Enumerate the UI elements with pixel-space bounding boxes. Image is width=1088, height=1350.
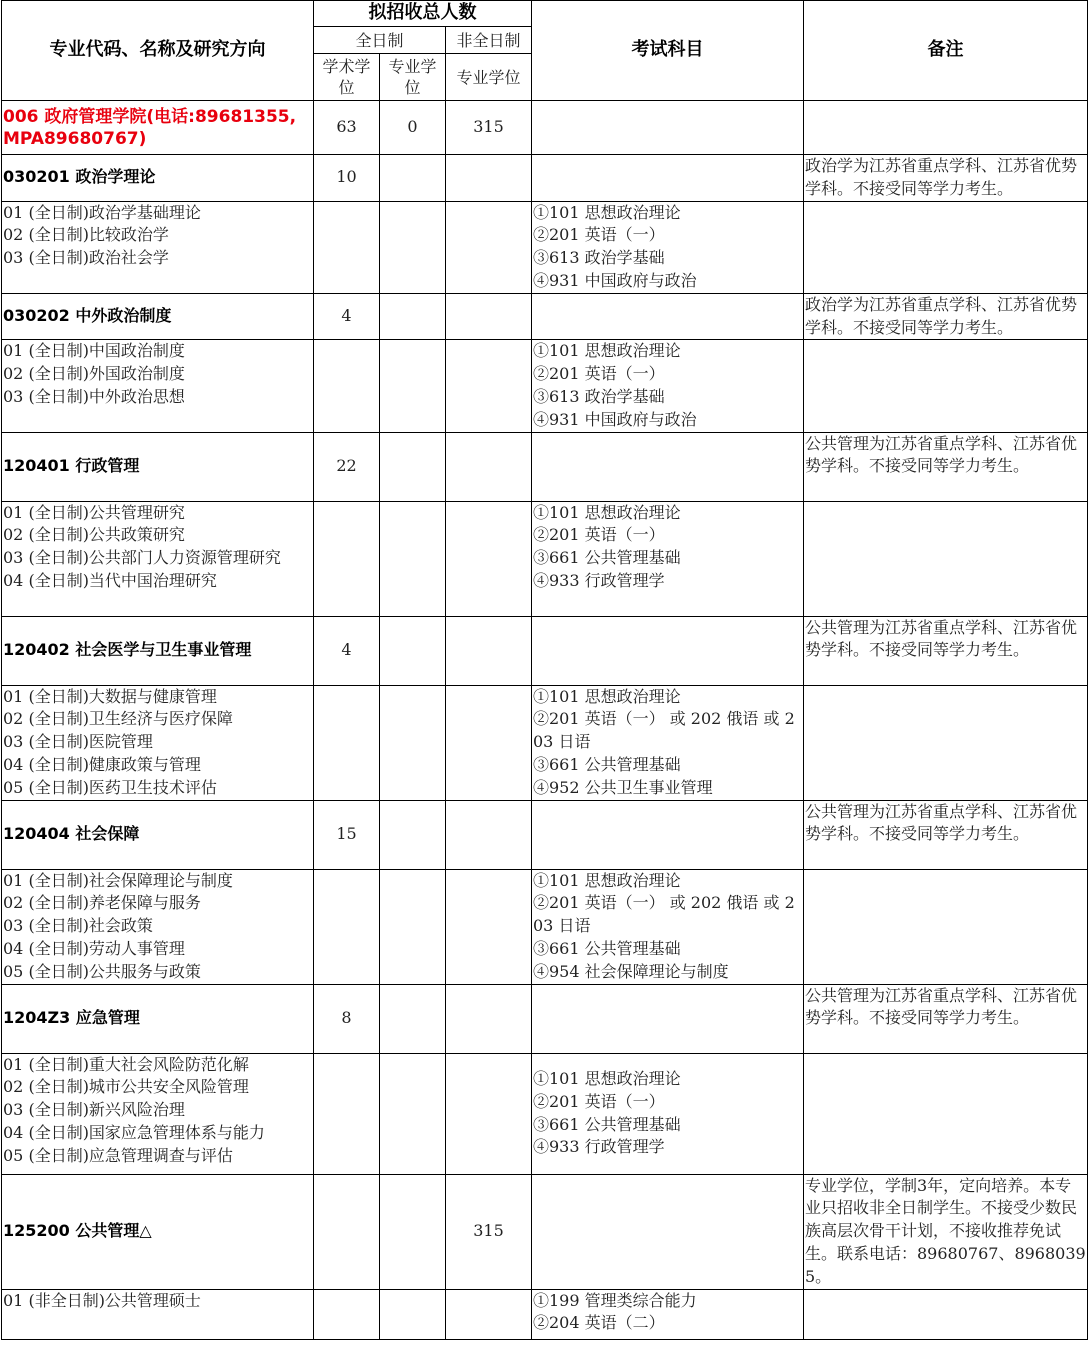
direction-item: 02 (全日制)公共政策研究 bbox=[3, 525, 185, 545]
major-note: 公共管理为江苏省重点学科、江苏省优势学科。不接受同等学力考生。 bbox=[804, 432, 1088, 501]
direction-item: 04 (全日制)当代中国治理研究 bbox=[3, 570, 217, 590]
exam-item: ①101 思想政治理论 bbox=[533, 502, 681, 522]
directions-cell bbox=[2, 501, 314, 616]
directions-note bbox=[804, 685, 1088, 800]
exams-cell bbox=[532, 869, 804, 984]
major-row bbox=[2, 1174, 1088, 1289]
directions-row bbox=[2, 501, 1088, 616]
header-parttime: 非全日制 bbox=[446, 27, 532, 54]
major-academic bbox=[314, 1174, 380, 1289]
direction-item: 03 (全日制)政治社会学 bbox=[3, 248, 169, 268]
major-academic: 4 bbox=[314, 616, 380, 685]
major-professional bbox=[380, 432, 446, 501]
major-name: 120401 行政管理 bbox=[2, 432, 314, 501]
header-academic: 学术学位 bbox=[314, 54, 380, 101]
direction-item: 02 (全日制)外国政治制度 bbox=[3, 364, 185, 384]
header-major: 专业代码、名称及研究方向 bbox=[2, 1, 314, 101]
direction-item: 04 (全日制)国家应急管理体系与能力 bbox=[3, 1122, 265, 1142]
exam-item: ③613 政治学基础 bbox=[533, 248, 665, 268]
directions-academic bbox=[314, 869, 380, 984]
direction-item: 01 (全日制)大数据与健康管理 bbox=[3, 686, 217, 706]
direction-item: 01 (非全日制)公共管理硕士 bbox=[3, 1290, 201, 1310]
major-parttime bbox=[446, 984, 532, 1053]
direction-item: 05 (全日制)公共服务与政策 bbox=[3, 961, 201, 981]
major-exam-cell bbox=[532, 616, 804, 685]
directions-row bbox=[2, 1053, 1088, 1174]
direction-item: 05 (全日制)应急管理调查与评估 bbox=[3, 1145, 233, 1165]
exam-item: ②201 英语（一） 或 202 俄语 或 203 日语 bbox=[533, 893, 795, 936]
directions-row bbox=[2, 201, 1088, 293]
directions-note bbox=[804, 1289, 1088, 1339]
exam-item: ①101 思想政治理论 bbox=[533, 1068, 681, 1088]
major-note: 政治学为江苏省重点学科、江苏省优势学科。不接受同等学力考生。 bbox=[804, 155, 1088, 202]
directions-professional bbox=[380, 340, 446, 432]
exam-item: ③613 政治学基础 bbox=[533, 386, 665, 406]
directions-academic bbox=[314, 340, 380, 432]
header-professional-pt: 专业学位 bbox=[446, 54, 532, 101]
direction-item: 03 (全日制)医院管理 bbox=[3, 732, 153, 752]
major-exam-cell bbox=[532, 1174, 804, 1289]
header-total: 拟招收总人数 bbox=[314, 1, 532, 27]
direction-item: 02 (全日制)卫生经济与医疗保障 bbox=[3, 709, 233, 729]
direction-item: 04 (全日制)健康政策与管理 bbox=[3, 754, 201, 774]
major-note: 专业学位，学制3年，定向培养。本专业只招收非全日制学生。不接受少数民族高层次骨干计划，不接收推荐免试生。联系电话：89680767、89680395。 bbox=[804, 1174, 1088, 1289]
major-row bbox=[2, 984, 1088, 1053]
major-parttime: 315 bbox=[446, 1174, 532, 1289]
directions-note bbox=[804, 1053, 1088, 1174]
exam-item: ②204 英语（二） bbox=[533, 1313, 665, 1333]
department-parttime: 315 bbox=[446, 101, 532, 155]
exam-item: ③661 公共管理基础 bbox=[533, 548, 681, 568]
exam-item: ①101 思想政治理论 bbox=[533, 341, 681, 361]
directions-cell bbox=[2, 869, 314, 984]
direction-item: 01 (全日制)政治学基础理论 bbox=[3, 202, 201, 222]
major-row bbox=[2, 432, 1088, 501]
exam-item: ③661 公共管理基础 bbox=[533, 754, 681, 774]
exam-item: ②201 英语（一） bbox=[533, 525, 665, 545]
major-academic: 4 bbox=[314, 293, 380, 340]
direction-item: 03 (全日制)公共部门人力资源管理研究 bbox=[3, 548, 281, 568]
directions-academic bbox=[314, 1053, 380, 1174]
directions-professional bbox=[380, 201, 446, 293]
direction-item: 01 (全日制)公共管理研究 bbox=[3, 502, 185, 522]
directions-academic bbox=[314, 201, 380, 293]
major-name: 1204Z3 应急管理 bbox=[2, 984, 314, 1053]
enrollment-table bbox=[1, 0, 1088, 1340]
header-exam: 考试科目 bbox=[532, 1, 804, 101]
directions-note bbox=[804, 869, 1088, 984]
major-professional bbox=[380, 293, 446, 340]
directions-parttime bbox=[446, 685, 532, 800]
directions-note bbox=[804, 201, 1088, 293]
directions-row bbox=[2, 1289, 1088, 1339]
exam-item: ④952 公共卫生事业管理 bbox=[533, 777, 713, 797]
directions-cell bbox=[2, 201, 314, 293]
major-name: 120402 社会医学与卫生事业管理 bbox=[2, 616, 314, 685]
major-professional bbox=[380, 984, 446, 1053]
directions-professional bbox=[380, 1053, 446, 1174]
department-row bbox=[2, 101, 1088, 155]
directions-cell bbox=[2, 1053, 314, 1174]
direction-item: 03 (全日制)新兴风险治理 bbox=[3, 1100, 185, 1120]
exam-item: ④954 社会保障理论与制度 bbox=[533, 961, 729, 981]
department-note-cell bbox=[804, 101, 1088, 155]
major-note: 政治学为江苏省重点学科、江苏省优势学科。不接受同等学力考生。 bbox=[804, 293, 1088, 340]
major-note: 公共管理为江苏省重点学科、江苏省优势学科。不接受同等学力考生。 bbox=[804, 800, 1088, 869]
header-fulltime: 全日制 bbox=[314, 27, 446, 54]
major-professional bbox=[380, 800, 446, 869]
exam-item: ④931 中国政府与政治 bbox=[533, 270, 697, 290]
exam-item: ④933 行政管理学 bbox=[533, 1137, 665, 1157]
major-row bbox=[2, 800, 1088, 869]
major-note: 公共管理为江苏省重点学科、江苏省优势学科。不接受同等学力考生。 bbox=[804, 616, 1088, 685]
directions-professional bbox=[380, 1289, 446, 1339]
major-name: 120404 社会保障 bbox=[2, 800, 314, 869]
header-note: 备注 bbox=[804, 1, 1088, 101]
major-parttime bbox=[446, 432, 532, 501]
exam-item: ③661 公共管理基础 bbox=[533, 1114, 681, 1134]
exam-item: ②201 英语（一） bbox=[533, 364, 665, 384]
major-parttime bbox=[446, 616, 532, 685]
direction-item: 02 (全日制)城市公共安全风险管理 bbox=[3, 1077, 249, 1097]
directions-cell bbox=[2, 1289, 314, 1339]
major-note: 公共管理为江苏省重点学科、江苏省优势学科。不接受同等学力考生。 bbox=[804, 984, 1088, 1053]
direction-item: 05 (全日制)医药卫生技术评估 bbox=[3, 777, 217, 797]
directions-parttime bbox=[446, 201, 532, 293]
major-exam-cell bbox=[532, 984, 804, 1053]
directions-note bbox=[804, 501, 1088, 616]
major-exam-cell bbox=[532, 800, 804, 869]
major-academic: 8 bbox=[314, 984, 380, 1053]
directions-academic bbox=[314, 501, 380, 616]
directions-parttime bbox=[446, 1289, 532, 1339]
directions-note bbox=[804, 340, 1088, 432]
department-academic: 63 bbox=[314, 101, 380, 155]
major-name: 125200 公共管理△ bbox=[2, 1174, 314, 1289]
directions-row bbox=[2, 340, 1088, 432]
department-exam-cell bbox=[532, 101, 804, 155]
exam-item: ①101 思想政治理论 bbox=[533, 686, 681, 706]
exam-item: ②201 英语（一） bbox=[533, 1091, 665, 1111]
exam-item: ①101 思想政治理论 bbox=[533, 870, 681, 890]
major-academic: 22 bbox=[314, 432, 380, 501]
direction-item: 01 (全日制)重大社会风险防范化解 bbox=[3, 1054, 249, 1074]
directions-parttime bbox=[446, 1053, 532, 1174]
major-academic: 10 bbox=[314, 155, 380, 202]
exam-item: ①101 思想政治理论 bbox=[533, 202, 681, 222]
exams-cell bbox=[532, 340, 804, 432]
major-exam-cell bbox=[532, 155, 804, 202]
directions-row bbox=[2, 685, 1088, 800]
major-academic: 15 bbox=[314, 800, 380, 869]
exams-cell bbox=[532, 685, 804, 800]
direction-item: 04 (全日制)劳动人事管理 bbox=[3, 938, 185, 958]
directions-parttime bbox=[446, 340, 532, 432]
directions-professional bbox=[380, 685, 446, 800]
major-name: 030202 中外政治制度 bbox=[2, 293, 314, 340]
major-professional bbox=[380, 155, 446, 202]
exam-item: ②201 英语（一） bbox=[533, 225, 665, 245]
direction-item: 01 (全日制)社会保障理论与制度 bbox=[3, 870, 233, 890]
direction-item: 02 (全日制)比较政治学 bbox=[3, 225, 169, 245]
major-row bbox=[2, 616, 1088, 685]
exam-item: ②201 英语（一） 或 202 俄语 或 203 日语 bbox=[533, 709, 795, 752]
exams-cell bbox=[532, 1053, 804, 1174]
exam-item: ④931 中国政府与政治 bbox=[533, 409, 697, 429]
directions-academic bbox=[314, 1289, 380, 1339]
direction-item: 02 (全日制)养老保障与服务 bbox=[3, 893, 201, 913]
exams-cell bbox=[532, 201, 804, 293]
directions-professional bbox=[380, 869, 446, 984]
directions-row bbox=[2, 869, 1088, 984]
exam-item: ①199 管理类综合能力 bbox=[533, 1290, 697, 1310]
major-row bbox=[2, 155, 1088, 202]
exams-cell bbox=[532, 1289, 804, 1339]
major-parttime bbox=[446, 293, 532, 340]
directions-cell bbox=[2, 685, 314, 800]
major-exam-cell bbox=[532, 432, 804, 501]
direction-item: 01 (全日制)中国政治制度 bbox=[3, 341, 185, 361]
exams-cell bbox=[532, 501, 804, 616]
directions-cell bbox=[2, 340, 314, 432]
directions-professional bbox=[380, 501, 446, 616]
direction-item: 03 (全日制)社会政策 bbox=[3, 916, 153, 936]
exam-item: ③661 公共管理基础 bbox=[533, 938, 681, 958]
directions-parttime bbox=[446, 869, 532, 984]
header-professional-ft: 专业学位 bbox=[380, 54, 446, 101]
major-exam-cell bbox=[532, 293, 804, 340]
directions-parttime bbox=[446, 501, 532, 616]
major-parttime bbox=[446, 155, 532, 202]
department-name: 006 政府管理学院(电话:89681355,MPA89680767) bbox=[2, 101, 314, 155]
direction-item: 03 (全日制)中外政治思想 bbox=[3, 386, 185, 406]
exam-item: ④933 行政管理学 bbox=[533, 570, 665, 590]
directions-academic bbox=[314, 685, 380, 800]
major-parttime bbox=[446, 800, 532, 869]
major-row bbox=[2, 293, 1088, 340]
major-name: 030201 政治学理论 bbox=[2, 155, 314, 202]
major-professional bbox=[380, 616, 446, 685]
major-professional bbox=[380, 1174, 446, 1289]
department-professional: 0 bbox=[380, 101, 446, 155]
